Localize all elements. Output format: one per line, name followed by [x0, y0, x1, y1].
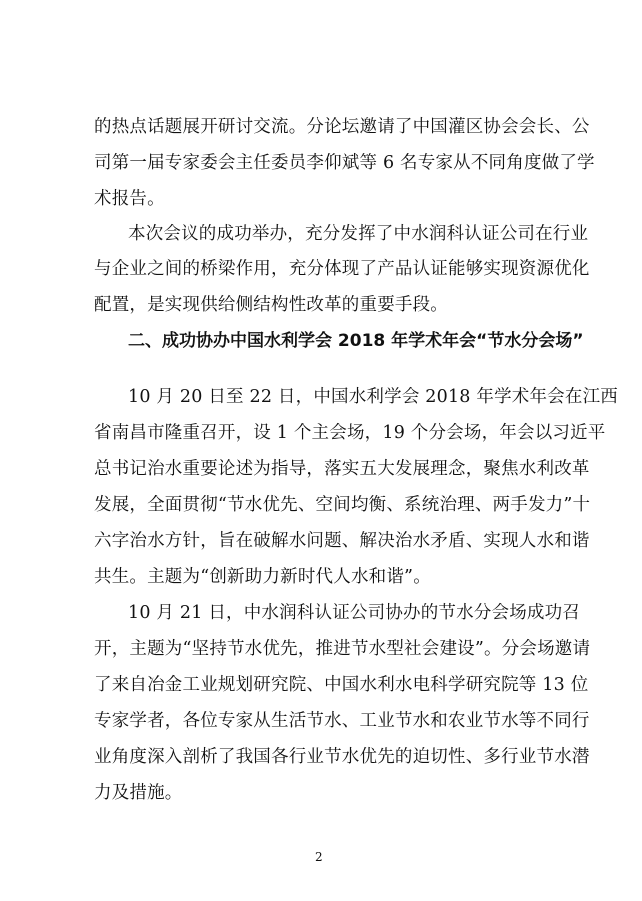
para4-line-1: 10 月 21 日，中水润科认证公司协办的节水分会场成功召: [128, 603, 581, 623]
para1-line-3: 术报告。: [94, 189, 165, 209]
para3-line-2: 省南昌市隆重召开，设 1 个主会场，19 个分会场，年会以习近平: [94, 423, 606, 443]
para1-line-2: 司第一届专家委会主任委员李仰斌等 6 名专家从不同角度做了学: [94, 153, 595, 173]
para2-line-2: 与企业之间的桥梁作用，充分体现了产品认证能够实现资源优化: [94, 259, 590, 279]
para4-line-2: 开，主题为“坚持节水优先，推进节水型社会建设”。分会场邀请: [94, 639, 591, 659]
para3-line-5: 六字治水方针，旨在破解水问题、解决治水矛盾、实现人水和谐: [94, 531, 590, 551]
para4-line-4: 专家学者，各位专家从生活节水、工业节水和农业节水等不同行: [94, 711, 590, 731]
para4-line-3: 了来自冶金工业规划研究院、中国水利水电科学研究院等 13 位: [94, 675, 589, 695]
page-number: 2: [315, 850, 323, 864]
para3-line-1: 10 月 20 日至 22 日，中国水利学会 2018 年学术年会在江西: [128, 387, 618, 407]
para4-line-6: 力及措施。: [94, 783, 183, 803]
para1-line-1: 的热点话题展开研讨交流。分论坛邀请了中国灌区协会会长、公: [94, 117, 590, 137]
para4-line-5: 业角度深入剖析了我国各行业节水优先的迫切性、多行业节水潜: [94, 747, 590, 767]
para3-line-6: 共生。主题为“创新助力新时代人水和谐”。: [94, 567, 431, 587]
para2-line-1: 本次会议的成功举办，充分发挥了中水润科认证公司在行业: [128, 224, 589, 244]
para3-line-4: 发展，全面贯彻“节水优先、空间均衡、系统治理、两手发力”十: [94, 495, 591, 515]
para2-line-3: 配置，是实现供给侧结构性改革的重要手段。: [94, 295, 448, 315]
para3-line-3: 总书记治水重要论述为指导，落实五大发展理念，聚焦水利改革: [94, 459, 590, 479]
section-heading: 二、成功协办中国水利学会 2018 年学术年会“节水分会场”: [128, 331, 584, 351]
